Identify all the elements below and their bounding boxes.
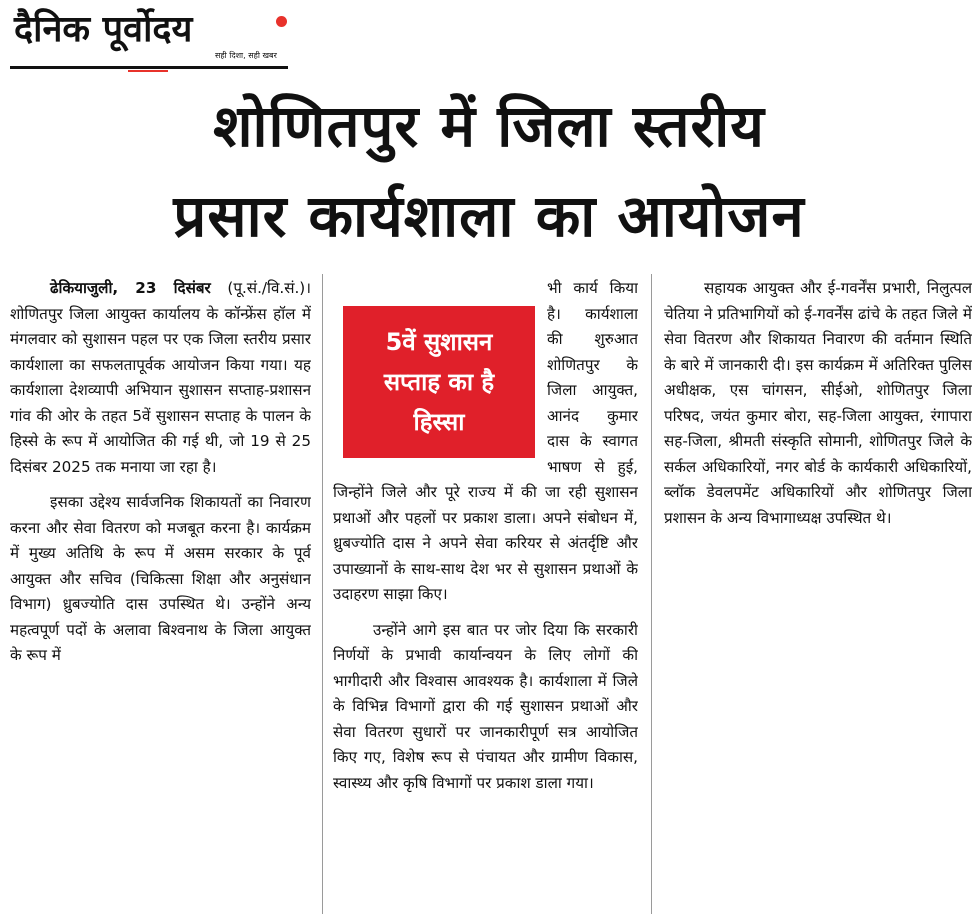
masthead <box>10 6 288 70</box>
article-column-1 <box>10 276 311 916</box>
pullout-box <box>343 306 535 458</box>
newspaper-tagline: सही दिशा, सही खबर <box>215 51 277 60</box>
masthead-accent <box>128 70 168 72</box>
headline-line-2: प्रसार कार्यशाला का आयोजन <box>173 182 805 250</box>
headline-line-1: शोणितपुर में जिला स्तरीय <box>213 92 765 160</box>
article-paragraph-2: इसका उद्देश्य सार्वजनिक शिकायतों का निवारण करना और सेवा वितरण को मजबूत करना है। कार्यक्रम में मुख्य अतिथि के रूप में असम सरकार के पूर्व आयुक्त और सचिव (चिकित्सा शिक्षा और अनुसंधान विभाग) ध्रुबज्योति दास उपस्थित थे। उन्होंने अन्य महत्वपूर्ण पदों के अलावा बिश्वनाथ के जिला आयुक्त के रूप में <box>10 493 311 664</box>
pullout-line-2: सप्ताह का है <box>383 368 495 396</box>
article-paragraph-4: उन्होंने आगे इस बात पर जोर दिया कि सरकारी निर्णयों के प्रभावी कार्यान्वयन के लिए लोगों की भागीदारी और विश्वास आवश्यक है। कार्यशाला में जिले के विभिन्न विभागों द्वारा की गई सुशासन प्रथाओं और सेवा वितरण सुधारों पर जानकारीपूर्ण सत्र आयोजित किए गए, विशेष रूप से पंचायत और ग्रामीण विकास, स्वास्थ्य और कृषि विभागों पर प्रकाश डाला गया। <box>333 620 638 792</box>
pullout-line-1: 5वें सुशासन <box>385 328 493 356</box>
column-divider <box>651 274 652 914</box>
article-paragraph-5: सहायक आयुक्त और ई-गवर्नेंस प्रभारी, निलुत्पल चेतिया ने प्रतिभागियों को ई-गवर्नेंस ढांचे के तहत जिले में सेवा वितरण और शिकायत निवारण की वर्तमान स्थिति के बारे में जानकारी दी। इस कार्यक्रम में अतिरिक्त पुलिस अधीक्षक, एस चांगसन, सीईओ, शोणितपुर जिला परिषद, जयंत कुमार बोरा, सह-जिला आयुक्त, रंगापारा सह-जिला, श्रीमती संस्कृति सोमानी, शोणितपुर जिले के सर्कल अधिकारियों, नगर बोर्ड के कार्यकारी अधिकारियों, ब्लॉक डेवलपमेंट अधिकारियों और शोणितपुर जिला प्रशासन के अन्य विभागाध्यक्ष उपस्थित थे। <box>664 279 972 527</box>
column-divider <box>322 274 323 914</box>
pullout-line-3: हिस्सा <box>413 408 465 436</box>
dateline: ढेकियाजुली, 23 दिसंबर <box>50 279 211 297</box>
masthead-dot-icon <box>276 16 287 27</box>
masthead-rule <box>10 66 288 69</box>
article-paragraph-3: भी कार्य किया है। कार्यशाला की शुरुआत शोणितपुर के जिला आयुक्त, आनंद कुमार दास के स्वागत भाषण से हुई, जिन्होंने जिले और पूरे राज्य में की जा रही सुशासन प्रथाओं और पहलों पर प्रकाश डाला। अपने संबोधन में, ध्रुबज्योति दास ने अपने सेवा करियर से अंतर्दृष्टि और उपाख्यानों के साथ-साथ देश भर से सुशासन प्रथाओं के उदाहरण साझा किए। <box>333 279 638 603</box>
newspaper-name: दैनिक पूर्वोदय <box>14 9 193 50</box>
paragraph-text: (पू.सं./वि.सं.)। शोणितपुर जिला आयुक्त कार्यालय के कॉन्फ्रेंस हॉल में मंगलवार को सुशासन पहल पर एक जिला स्तरीय प्रसार कार्यशाला का सफलतापूर्वक आयोजन किया गया। यह कार्यशाला देशव्यापी अभियान सुशासन सप्ताह-प्रशासन गांव की ओर के तहत 5वें सुशासन सप्ताह के पालन के हिस्से के रूप में आयोजित की गई थी, जो 19 से 25 दिसंबर 2025 तक मनाया जा रहा है। <box>10 279 311 476</box>
article-column-3 <box>664 276 972 916</box>
article-paragraph-1 <box>10 276 311 480</box>
article-column-2 <box>333 276 638 916</box>
